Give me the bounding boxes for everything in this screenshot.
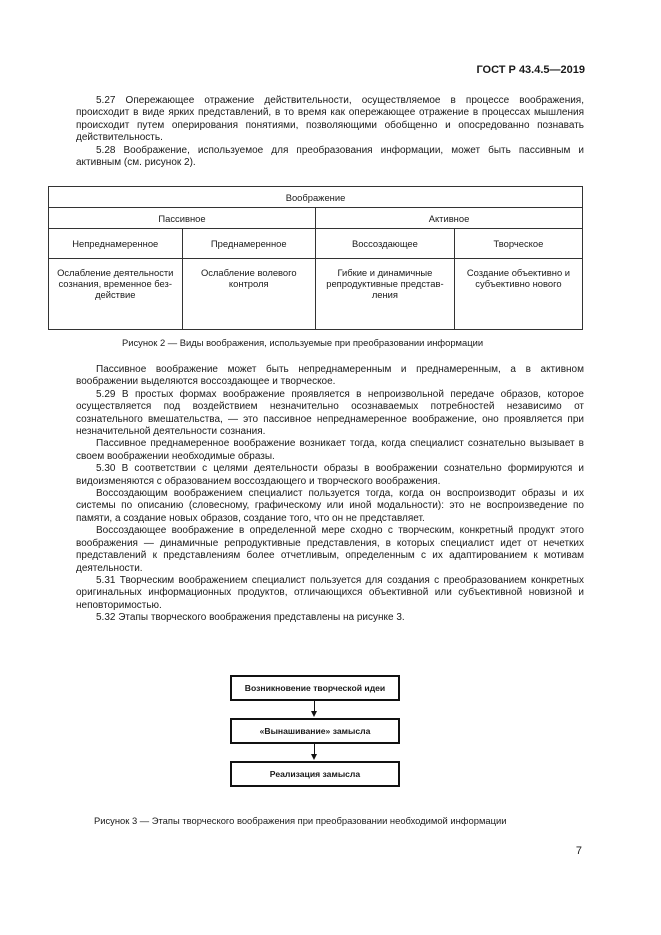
- stage-idea-box: Возникновение творческой идеи: [230, 675, 400, 701]
- desc-recreating-cell: Гибкие и динамичные репродуктивные представления: [316, 259, 455, 330]
- paragraphs-middle: [76, 364, 584, 625]
- paragraphs-top: [76, 95, 584, 169]
- kind-recreating-cell: Воссоздающее: [316, 229, 455, 259]
- figure-3-caption: Рисунок 3 — Этапы творческого воображения при преобразовании необходимой информации: [94, 815, 507, 826]
- figure-2-table: [48, 186, 583, 330]
- desc-creative-cell: Создание объективно и субъективно нового: [454, 259, 582, 330]
- imagination-root-cell: Воображение: [49, 187, 583, 208]
- figure-2-caption: Рисунок 2 — Виды воображения, используемые при преобразовании информации: [122, 337, 484, 348]
- passive-branch-cell: Пассивное: [49, 208, 316, 229]
- page-number: 7: [575, 845, 582, 857]
- paragraph-recreating: Воссоздающим воображением специалист пользуется тогда, когда он воспроизводит образы и их системы по описанию (словесному, графическому или иной модальности): это не воспроизведение по памяти, а создание новых образов, создание того, что он не представляет.: [76, 488, 584, 524]
- arrow-down-icon: [311, 711, 317, 717]
- paragraph-5-29: 5.29 В простых формах воображение проявляется в непроизвольной передаче образов, которое осуществляется под воздействием незначительно осознаваемых потребностей независимо от сознательного вмешательства, — это пассивное непреднамеренное воображение, оно проявляется при незначительной деятельности сознания.: [76, 388, 584, 438]
- kind-unintentional-cell: Непреднамеренное: [49, 229, 183, 259]
- paragraph-5-28: 5.28 Воображение, используемое для преобразования информации, может быть пассивным и активным (см. рисунок 2).: [76, 144, 584, 169]
- paragraph-recreating-similar: Воссоздающее воображение в определенной мере сходно с творческим, конкретный продукт этого воображения — динамичные репродуктивные представления, в которых специалист идет от нечетких представлений к представлениям более отчетливым, определенным с их адаптированием к мотивам деятельности.: [76, 525, 584, 574]
- paragraph-5-27: 5.27 Опережающее отражение действительности, осуществляемое в процессе воображения, происходит в виде ярких представлений, в то время как опережающее отражение в процессах мышления происходит путем оперирования понятиями, позволяющими обобщенно и опосредованно познавать действительность.: [76, 95, 584, 144]
- arrow-down-icon: [311, 754, 317, 760]
- kind-creative-cell: Творческое: [454, 229, 582, 259]
- paragraph-5-32: 5.32 Этапы творческого воображения представлены на рисунке 3.: [96, 612, 405, 624]
- paragraph-passive-intentional: Пассивное преднамеренное воображение возникает тогда, когда специалист сознательно вызывает в своем воображении необходимые образы.: [76, 438, 584, 462]
- paragraph-5-30: 5.30 В соответствии с целями деятельности образы в воображении сознательно формируются и видоизменяются с образованием воссоздающего и творческого воображения.: [76, 463, 584, 487]
- paragraph-passive: Пассивное воображение может быть непреднамеренным и преднамеренным, а в активном воображении выделяются воссоздающее и творческое.: [76, 364, 584, 388]
- stage-realization-box: Реализация замысла: [230, 761, 400, 787]
- arrow-line-2: [314, 744, 315, 754]
- arrow-line-1: [314, 701, 315, 711]
- desc-intentional-cell: Ослабление волевого контроля: [182, 259, 316, 330]
- active-branch-cell: Активное: [316, 208, 583, 229]
- paragraph-5-31: 5.31 Творческим воображением специалист пользуется для создания с преобразованием конкретных оригинальных информационных продуктов, отличающихся объективной или субъективной новизной и неповторимостью.: [76, 574, 584, 611]
- standard-header: ГОСТ Р 43.4.5—2019: [476, 64, 585, 76]
- desc-unintentional-cell: Ослабление деятельности сознания, временное бездействие: [49, 259, 183, 330]
- kind-intentional-cell: Преднамеренное: [182, 229, 316, 259]
- stage-incubation-box: «Вынашивание» замысла: [230, 718, 400, 744]
